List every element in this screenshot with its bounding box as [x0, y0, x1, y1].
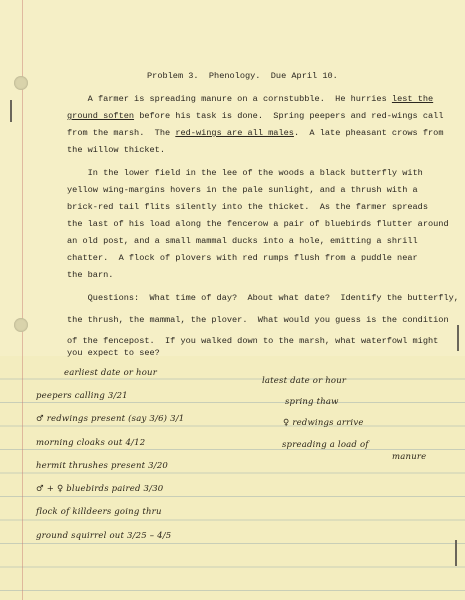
para1-line-1: A farmer is spreading manure on a cornstubble. He hurries lest the — [67, 94, 434, 104]
left-note-5: ♂ + ♀ bluebirds paired 3/30 — [36, 484, 164, 494]
para1-line-4: the willow thicket. — [67, 145, 165, 155]
margin-rule — [22, 0, 23, 600]
para2-line-7: the barn. — [67, 270, 114, 280]
para2-line-4: the last of his load along the fencerow a pair of bluebirds flutter around — [67, 219, 449, 229]
right-column-heading: latest date or hour — [262, 376, 347, 386]
left-note-6: flock of killdeers going thru — [36, 507, 162, 517]
left-note-3: morning cloaks out 4/12 — [36, 438, 146, 448]
para1-line-2: ground soften before his task is done. Spring peepers and red-wings call — [67, 111, 444, 121]
punch-hole-top — [14, 76, 28, 90]
margin-mark-right-top — [457, 325, 459, 351]
left-column-heading: earliest date or hour — [64, 368, 157, 378]
para2-line-1: In the lower field in the lee of the woods a black butterfly with — [67, 168, 423, 178]
para2-line-2: yellow wing-margins hovers in the pale sunlight, and a thrush with a — [67, 185, 418, 195]
punch-hole-middle — [14, 318, 28, 332]
left-note-2: ♂ redwings present (say 3/6) 3/1 — [36, 414, 185, 424]
para3-line-1: Questions: What time of day? About what date? Identify the butterfly, — [67, 293, 459, 303]
right-note-3: spreading a load of — [282, 440, 369, 450]
left-note-4: hermit thrushes present 3/20 — [36, 461, 169, 471]
left-note-1: peepers calling 3/21 — [36, 391, 128, 401]
assignment-title: Problem 3. Phenology. Due April 10. — [147, 71, 338, 81]
margin-mark-left — [10, 100, 12, 122]
para2-line-3: brick-red tail flits silently into the thicket. As the farmer spreads — [67, 202, 428, 212]
margin-mark-right-bottom — [455, 540, 457, 566]
left-note-7: ground squirrel out 3/25 – 4/5 — [36, 531, 172, 541]
para1-line-3: from the marsh. The red-wings are all males. A late pheasant crows from — [67, 128, 444, 138]
right-note-4: manure — [392, 452, 427, 462]
para2-line-5: an old post, and a small mammal ducks into a hole, emitting a shrill — [67, 236, 418, 246]
para3-line-2: the thrush, the mammal, the plover. What would you guess is the condition — [67, 315, 449, 325]
para3-line-3: of the fencepost. If you walked down to the marsh, what waterfowl might — [67, 336, 439, 346]
right-note-2: ♀ redwings arrive — [283, 418, 364, 428]
para3-line-4: you expect to see? — [67, 348, 160, 358]
para2-line-6: chatter. A flock of plovers with red rumps flush from a puddle near — [67, 253, 418, 263]
right-note-1: spring thaw — [285, 397, 339, 407]
